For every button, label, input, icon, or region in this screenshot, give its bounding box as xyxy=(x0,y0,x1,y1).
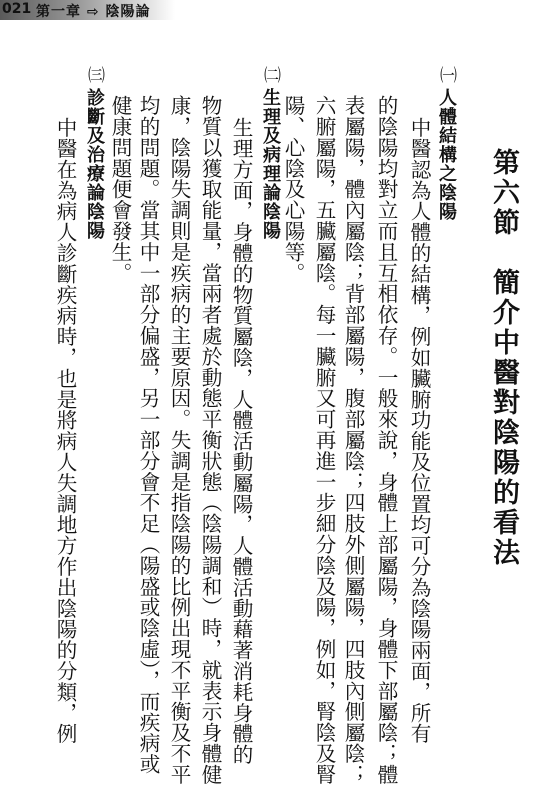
section-2-line-2: 物質以獲取能量，當兩者處於動態平衡狀態（陰陽調和）時，就表示身體健 xyxy=(198,95,222,785)
section-1-line-1: 中醫認為人體的結構，例如臟腑功能及位置均可分為陰陽兩面，所有 xyxy=(407,117,431,744)
section-2-line-1: 生理方面，身體的物質屬陰，人體活動屬陽，人體活動藉著消耗身體的 xyxy=(229,117,253,765)
section-3-marker: ㈢ xyxy=(84,66,104,83)
section-3-line-1: 中醫在為病人診斷疾病時，也是將病人失調地方作出陰陽的分類，例 xyxy=(53,117,77,744)
section-2-heading: 生理及病理論陰陽 xyxy=(260,88,281,240)
section-2-line-5: 健康問題便會發生。 xyxy=(108,95,132,284)
section-1-heading: 人體結構之陰陽 xyxy=(436,88,457,221)
section-2-marker: ㈡ xyxy=(260,66,280,83)
section-1-marker: ㈠ xyxy=(436,66,456,83)
section-1-line-4: 六腑屬陽，五臟屬陰。每一臟腑又可再進一步細分陰及陽，例如，腎陰及腎 xyxy=(312,95,336,785)
section-1-line-2: 的陰陽均對立而且互相依存。一般來說，身體上部屬陽，身體下部屬陰；體 xyxy=(374,95,398,785)
section-title: 第六節 簡介中醫對陰陽的看法 xyxy=(488,148,519,568)
running-title: 第一章 ⇨ 陰陽論 xyxy=(36,4,151,20)
section-1-line-3: 表屬陽，體內屬陰；背部屬陽，腹部屬陰；四肢外側屬陽，四肢內側屬陰； xyxy=(341,95,365,785)
section-1-line-5: 陽、心陰及心陽等。 xyxy=(281,95,305,284)
section-3-heading: 診斷及治療論陰陽 xyxy=(84,88,105,240)
page-number: 021 xyxy=(2,1,32,17)
running-header xyxy=(0,0,175,20)
section-2-line-4: 均的問題。當其中一部分偏盛，另一部分會不足（陽盛或陰虛），而疾病或 xyxy=(136,95,160,775)
section-2-line-3: 康，陰陽失調則是疾病的主要原因。失調是指陰陽的比例出現不平衡及不平 xyxy=(167,95,191,785)
